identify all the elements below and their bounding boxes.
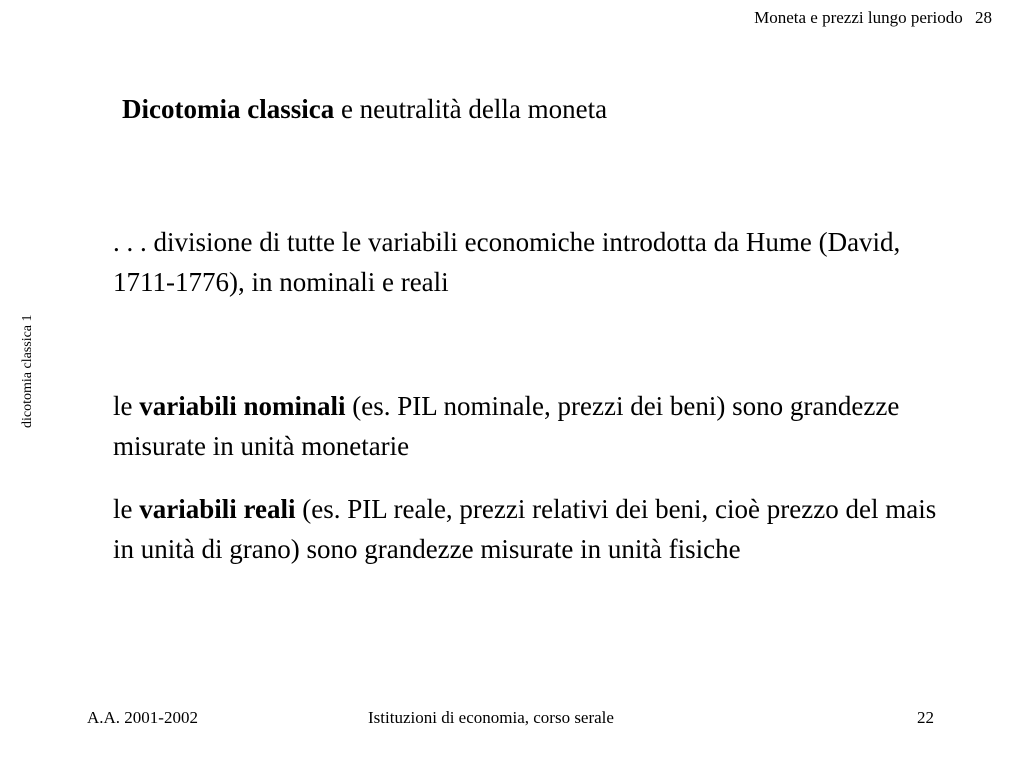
- nominali-definition: (es. PIL nominale, prezzi dei beni) sono grandezze misurate in unità monetarie: [113, 391, 900, 461]
- slide-title: [122, 94, 607, 125]
- reali-term: variabili reali: [139, 494, 296, 524]
- footer-academic-year: A.A. 2001-2002: [87, 708, 198, 727]
- footer-course: Istituzioni di economia, corso serale: [368, 708, 614, 727]
- paragraph-intro: . . . divisione di tutte le variabili economiche introdotta da Hume (David, 1711-1776), in nominali e reali: [113, 227, 901, 297]
- nominali-term: variabili nominali: [139, 391, 346, 421]
- paragraph-reali: [113, 489, 943, 569]
- slide-title-bold: Dicotomia classica: [122, 94, 335, 124]
- side-label: dicotomia classica 1: [20, 314, 35, 428]
- header-page-number: 28: [975, 8, 992, 27]
- paragraph-nominali: [113, 386, 943, 466]
- reali-definition: (es. PIL reale, prezzi relativi dei beni, cioè prezzo del mais in unità di grano) sono grandezze misurate in unità fisiche: [113, 494, 937, 564]
- footer-slide-number: 22: [917, 708, 934, 727]
- nominali-prefix: le: [113, 391, 140, 421]
- slide-title-rest: e neutralità della moneta: [334, 94, 608, 124]
- header-title: Moneta e prezzi lungo periodo: [754, 8, 963, 27]
- slide-header: [754, 8, 992, 28]
- reali-prefix: le: [113, 494, 140, 524]
